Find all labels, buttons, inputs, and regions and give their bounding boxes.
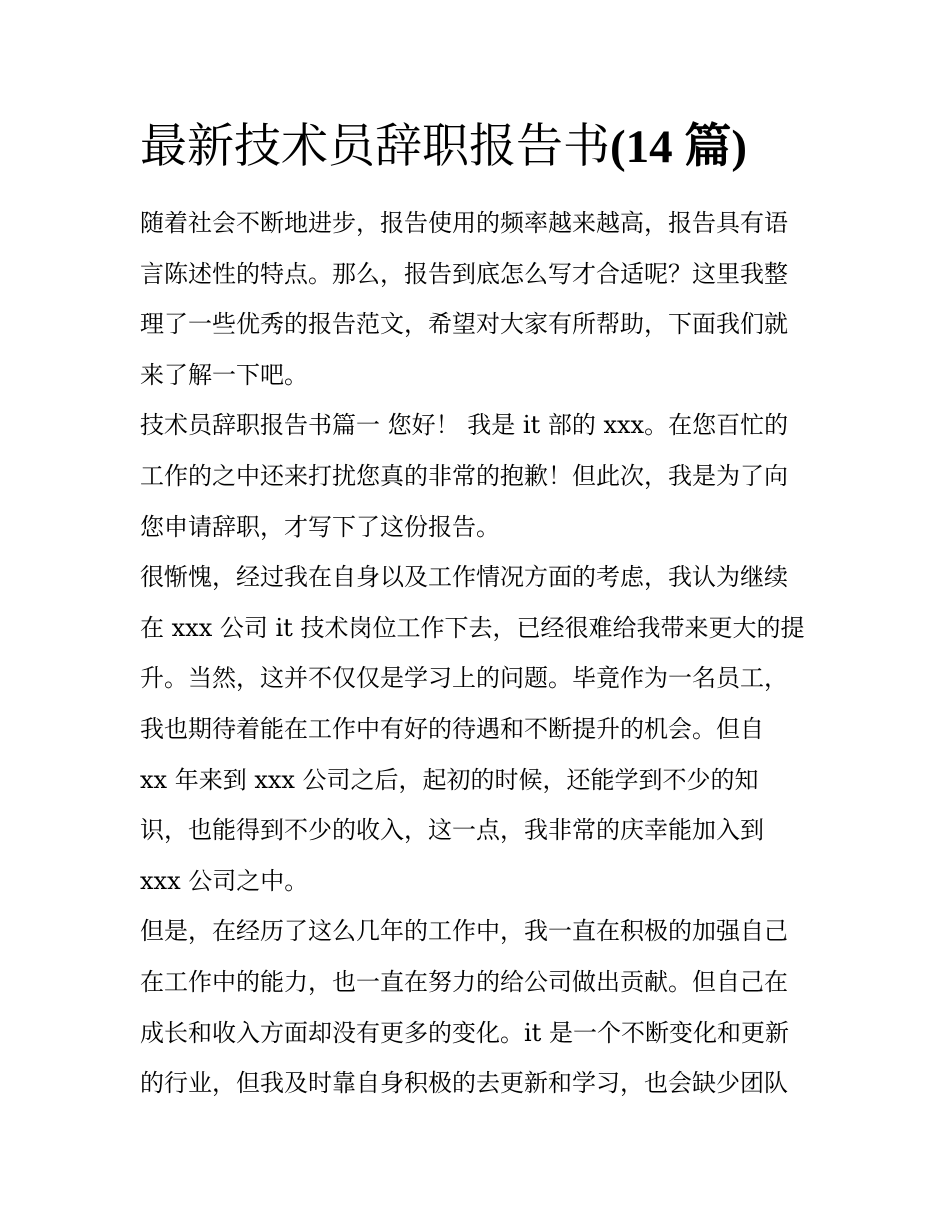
text-line: 理了一些优秀的报告范文，希望对大家有所帮助，下面我们就	[140, 310, 788, 339]
text-line: 您申请辞职，才写下了这份报告。	[140, 512, 500, 541]
text-line: 但是，在经历了这么几年的工作中，我一直在积极的加强自己	[140, 917, 788, 946]
text-line: 来了解一下吧。	[140, 360, 308, 389]
text-line: 我也期待着能在工作中有好的待遇和不断提升的机会。但自	[140, 714, 764, 743]
text-line: 成长和收入方面却没有更多的变化。it 是一个不断变化和更新	[140, 1018, 789, 1047]
text-line: 言陈述性的特点。那么，报告到底怎么写才合适呢？这里我整	[140, 259, 788, 288]
text-line: 的行业，但我及时靠自身积极的去更新和学习，也会缺少团队	[140, 1069, 788, 1098]
text-line: 在工作中的能力，也一直在努力的给公司做出贡献。但自己在	[140, 967, 788, 996]
text-line: 工作的之中还来打扰您真的非常的抱歉！但此次，我是为了向	[140, 461, 788, 490]
text-line: 识，也能得到不少的收入，这一点，我非常的庆幸能加入到	[140, 816, 764, 845]
document-body	[140, 198, 812, 1109]
text-line: 升。当然，这并不仅仅是学习上的问题。毕竟作为一名员工，	[140, 664, 788, 693]
text-line: 很惭愧，经过我在自身以及工作情况方面的考虑，我认为继续	[140, 563, 788, 592]
title-count-text: (14 篇)	[610, 121, 748, 173]
document-title	[140, 112, 840, 182]
title-main-text: 最新技术员辞职报告书	[140, 119, 610, 174]
text-line: 技术员辞职报告书篇一 您好！ 我是 it 部的 xxx。在您百忙的	[140, 411, 789, 440]
text-line: 在 xxx 公司 it 技术岗位工作下去，已经很难给我带来更大的提	[140, 613, 805, 642]
text-line: xx 年来到 xxx 公司之后，起初的时候，还能学到不少的知	[140, 765, 759, 794]
text-line: xxx 公司之中。	[140, 866, 309, 895]
text-line: 随着社会不断地进步，报告使用的频率越来越高，报告具有语	[140, 209, 788, 237]
